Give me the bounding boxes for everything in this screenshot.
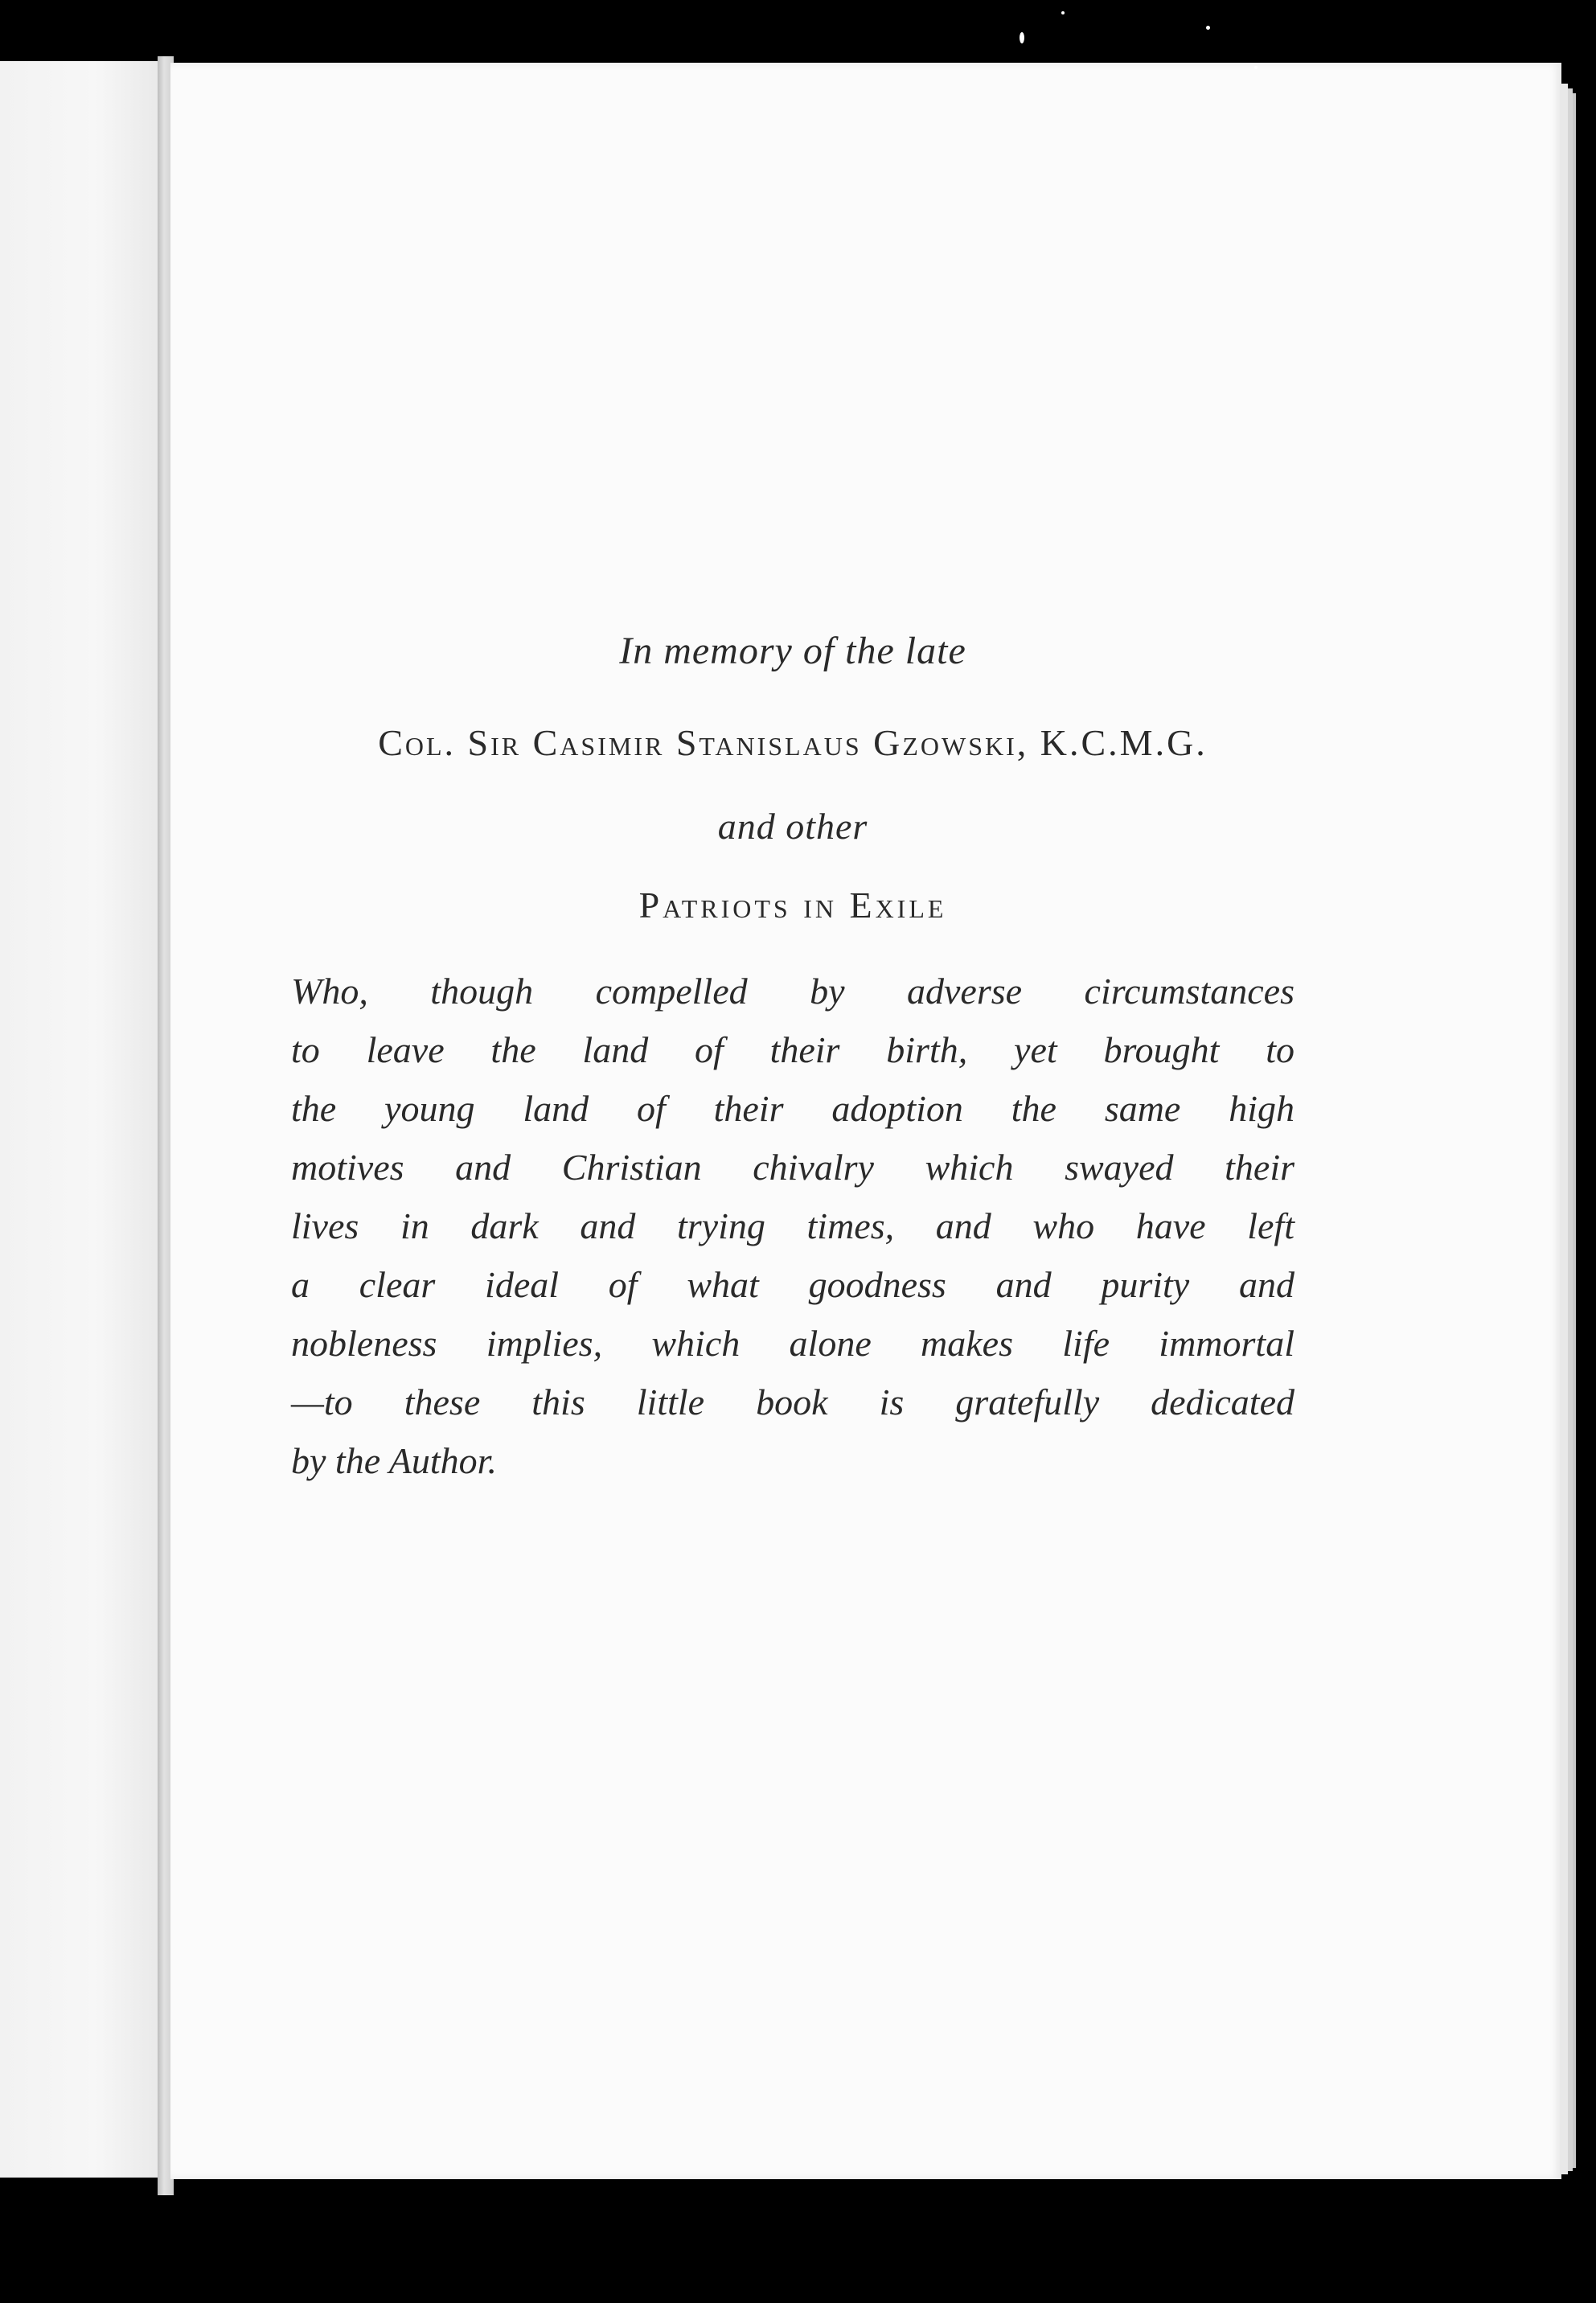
scan-speck: [1020, 32, 1024, 43]
dedication-line: a clear ideal of what goodness and purity and: [291, 1264, 1294, 1305]
dedication-line: to leave the land of their birth, yet brought to: [291, 1029, 1294, 1070]
group-heading: Patriots in Exile: [638, 885, 947, 926]
dedication-paragraph: [291, 962, 1294, 1490]
previous-page-edge: [0, 61, 159, 2178]
scan-speck: [1254, 66, 1258, 69]
dedication-content: [291, 627, 1294, 1490]
honoree-name: Col. Sir Casimir Stanislaus Gzowski, K.C.M.G.: [378, 722, 1208, 763]
dedication-line: nobleness implies, which alone makes life immortal: [291, 1323, 1294, 1364]
dedication-line: —to these this little book is gratefully dedicated: [291, 1381, 1294, 1422]
dedication-line: Who, though compelled by adverse circumstances: [291, 971, 1294, 1012]
scan-speck: [1061, 11, 1065, 14]
dedication-line: motives and Christian chivalry which swayed their: [291, 1147, 1294, 1188]
scan-speck: [1206, 26, 1210, 30]
conjunction-text: and other: [717, 806, 868, 847]
dedication-line: by the Author.: [291, 1440, 497, 1481]
dedication-intro: In memory of the late: [619, 630, 966, 672]
page-edge: [1560, 84, 1568, 2174]
dedication-line: the young land of their adoption the same high: [291, 1088, 1294, 1129]
dedication-line: lives in dark and trying times, and who have left: [291, 1205, 1294, 1246]
page-edge: [1573, 93, 1576, 2168]
